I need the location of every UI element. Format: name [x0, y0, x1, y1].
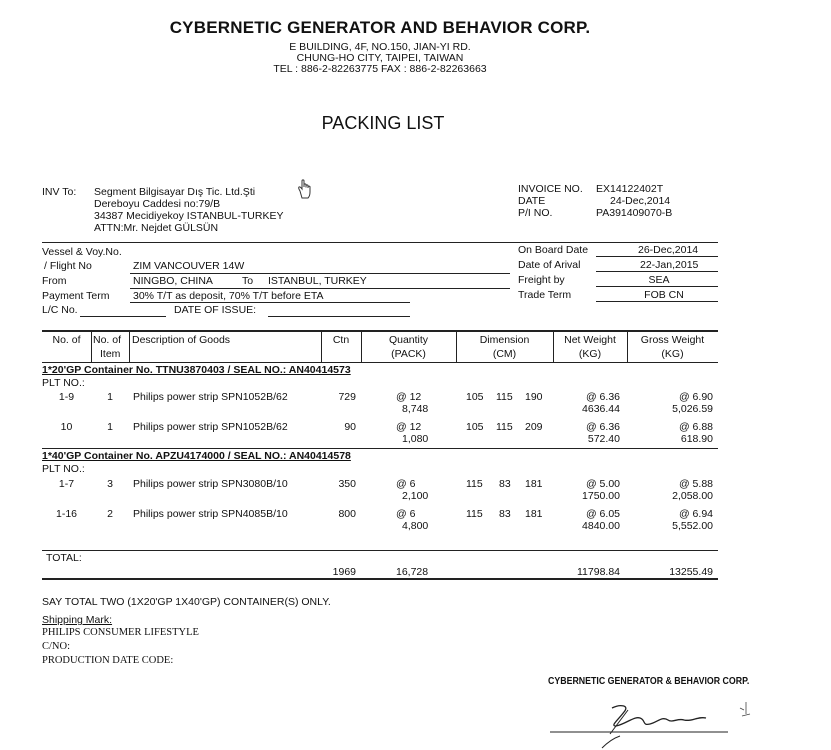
- company-address-line1: E BUILDING, 4F, NO.150, JIAN-YI RD.: [289, 41, 471, 53]
- underline: [596, 271, 718, 272]
- net-weight-total: 1750.00: [582, 490, 620, 502]
- company-phone-fax: TEL : 886-2-82263775 FAX : 886-2-82263663: [273, 63, 487, 75]
- inv-to-label: INV To:: [42, 186, 77, 198]
- header-no-of: No. of: [52, 334, 81, 346]
- inv-to-line: Dereboyu Caddesi no:79/B: [94, 198, 221, 210]
- dimension-length: 105: [466, 391, 484, 403]
- pi-no-value: PA391409070-B: [596, 207, 673, 219]
- table-border: [42, 362, 718, 363]
- trade-term-value: FOB CN: [644, 289, 684, 301]
- ctn-count: 350: [338, 478, 356, 490]
- header-no-of-item: Item: [100, 348, 121, 360]
- total-ctn: 1969: [332, 566, 356, 578]
- from-value: NINGBO, CHINA: [133, 275, 213, 287]
- qty-total: 2,100: [402, 490, 429, 502]
- total-quantity: 16,728: [396, 566, 429, 578]
- header-description: Description of Goods: [132, 334, 231, 346]
- gross-weight-per: @ 6.88: [678, 421, 713, 433]
- qty-per-ctn: @ 12: [396, 421, 422, 433]
- dimension-width: 83: [499, 478, 511, 490]
- hand-cursor-icon: [296, 178, 314, 200]
- to-label: To: [242, 275, 254, 287]
- underline: [268, 316, 410, 317]
- ctn-count: 729: [338, 391, 356, 403]
- inv-to-line: 34387 Mecidiyekoy ISTANBUL-TURKEY: [94, 210, 284, 222]
- invoice-date-value: 24-Dec,2014: [610, 195, 671, 207]
- plt-no: 1-16: [55, 508, 77, 520]
- arrival-date-label: Date of Arival: [518, 259, 581, 271]
- dimension-height: 181: [525, 478, 543, 490]
- underline: [130, 273, 510, 274]
- qty-per-ctn: @ 12: [396, 391, 422, 403]
- gross-weight-per: @ 6.94: [678, 508, 713, 520]
- to-value: ISTANBUL, TURKEY: [268, 275, 367, 287]
- dimension-height: 209: [525, 421, 543, 433]
- goods-description: Philips power strip SPN4085B/10: [133, 508, 288, 520]
- divider: [42, 448, 718, 449]
- container-heading: 1*40'GP Container No. APZU4174000 / SEAL NO.: AN40414578: [42, 450, 351, 462]
- freight-by-label: Freight by: [518, 274, 565, 286]
- inv-to-line: Segment Bilgisayar Dış Tic. Ltd.Şti: [94, 186, 256, 198]
- shipping-mark-line: C/NO:: [42, 641, 71, 652]
- payment-term-value: 30% T/T as deposit, 70% T/T before ETA: [133, 290, 324, 302]
- underline: [130, 302, 410, 303]
- say-total: SAY TOTAL TWO (1X20'GP 1X40'GP) CONTAINER(S) ONLY.: [42, 596, 331, 608]
- dimension-length: 115: [466, 508, 483, 520]
- table-border: [42, 330, 718, 332]
- dimension-height: 181: [525, 508, 543, 520]
- plt-no: 1-9: [58, 391, 75, 403]
- header-gross-weight: Gross Weight: [640, 334, 705, 346]
- divider: [42, 550, 718, 551]
- dimension-width: 115: [496, 421, 513, 433]
- header-no-of-item: No. of: [93, 334, 122, 346]
- net-weight-per: @ 5.00: [585, 478, 620, 490]
- qty-total: 1,080: [402, 433, 429, 445]
- gross-weight-total: 5,026.59: [672, 403, 713, 415]
- flight-label: / Flight No: [44, 260, 92, 272]
- gross-weight-per: @ 5.88: [678, 478, 713, 490]
- header-gross-weight-unit: (KG): [661, 348, 684, 360]
- on-board-date-value: 26-Dec,2014: [638, 244, 699, 256]
- document-title: PACKING LIST: [321, 113, 445, 133]
- item-count: 3: [107, 478, 113, 490]
- pi-no-label: P/I NO.: [518, 207, 553, 219]
- gross-weight-total: 5,552.00: [672, 520, 713, 532]
- qty-per-ctn: @ 6: [396, 508, 416, 520]
- goods-description: Philips power strip SPN3080B/10: [133, 478, 288, 490]
- header-net-weight: Net Weight: [564, 334, 616, 346]
- ctn-count: 800: [338, 508, 356, 520]
- divider: [42, 242, 718, 243]
- inv-to-line: ATTN:Mr. Nejdet GÜLSÜN: [94, 222, 219, 234]
- invoice-no-value: EX14122402T: [596, 183, 664, 195]
- signature: [550, 696, 780, 750]
- invoice-date-label: DATE: [518, 195, 546, 207]
- dimension-width: 83: [499, 508, 511, 520]
- plt-no: 10: [60, 421, 73, 433]
- goods-description: Philips power strip SPN1052B/62: [133, 421, 288, 433]
- vessel-label: Vessel & Voy.No.: [42, 246, 122, 258]
- table-border: [42, 578, 718, 580]
- invoice-no-label: INVOICE NO.: [518, 183, 583, 195]
- header-quantity: Quantity: [388, 334, 429, 346]
- dimension-height: 190: [525, 391, 543, 403]
- payment-term-label: Payment Term: [42, 290, 110, 302]
- ctn-count: 90: [344, 421, 356, 433]
- total-gross-weight: 13255.49: [669, 566, 713, 578]
- net-weight-per: @ 6.36: [585, 391, 620, 403]
- column-divider: [91, 331, 92, 362]
- underline: [596, 301, 718, 302]
- net-weight-per: @ 6.36: [585, 421, 620, 433]
- qty-total: 8,748: [402, 403, 429, 415]
- dimension-width: 115: [496, 391, 513, 403]
- underline: [596, 286, 718, 287]
- gross-weight-per: @ 6.90: [678, 391, 713, 403]
- company-address-line2: CHUNG-HO CITY, TAIPEI, TAIWAN: [296, 52, 464, 64]
- plt-no: 1-7: [58, 478, 75, 490]
- date-of-issue-label: DATE OF ISSUE:: [174, 304, 257, 316]
- underline: [596, 256, 718, 257]
- shipping-mark-line: PRODUCTION DATE CODE:: [42, 655, 174, 666]
- header-quantity-unit: (PACK): [391, 348, 426, 360]
- item-count: 1: [107, 421, 113, 433]
- net-weight-total: 572.40: [587, 433, 620, 445]
- total-net-weight: 11798.84: [576, 566, 620, 578]
- qty-total: 4,800: [402, 520, 429, 532]
- total-label: TOTAL:: [46, 552, 82, 564]
- net-weight-total: 4636.44: [582, 403, 620, 415]
- plt-no-label: PLT NO.:: [42, 463, 85, 475]
- qty-per-ctn: @ 6: [396, 478, 416, 490]
- header-ctn: Ctn: [332, 334, 350, 346]
- trade-term-label: Trade Term: [518, 289, 572, 301]
- net-weight-total: 4840.00: [582, 520, 620, 532]
- shipping-mark-label: Shipping Mark:: [42, 614, 113, 626]
- vessel-value: ZIM VANCOUVER 14W: [133, 260, 245, 272]
- column-divider: [129, 331, 130, 362]
- item-count: 1: [107, 391, 113, 403]
- company-stamp: CYBERNETIC GENERATOR & BEHAVIOR CORP.: [548, 676, 750, 687]
- gross-weight-total: 618.90: [680, 433, 713, 445]
- lc-no-label: L/C No.: [42, 304, 78, 316]
- header-net-weight-unit: (KG): [578, 348, 602, 360]
- underline: [130, 288, 510, 289]
- company-name: CYBERNETIC GENERATOR AND BEHAVIOR CORP.: [169, 18, 591, 37]
- from-label: From: [42, 275, 67, 287]
- goods-description: Philips power strip SPN1052B/62: [133, 391, 288, 403]
- gross-weight-total: 2,058.00: [672, 490, 713, 502]
- dimension-length: 115: [466, 478, 483, 490]
- container-heading: 1*20'GP Container No. TTNU3870403 / SEAL NO.: AN40414573: [42, 364, 351, 376]
- header-dimension: Dimension: [479, 334, 530, 346]
- dimension-length: 105: [466, 421, 484, 433]
- header-dimension-unit: (CM): [492, 348, 517, 360]
- item-count: 2: [107, 508, 113, 520]
- arrival-date-value: 22-Jan,2015: [640, 259, 699, 271]
- shipping-mark-line: PHILIPS CONSUMER LIFESTYLE: [42, 627, 199, 638]
- underline: [80, 316, 166, 317]
- plt-no-label: PLT NO.:: [42, 377, 85, 389]
- freight-by-value: SEA: [648, 274, 670, 286]
- net-weight-per: @ 6.05: [585, 508, 620, 520]
- on-board-date-label: On Board Date: [518, 244, 589, 256]
